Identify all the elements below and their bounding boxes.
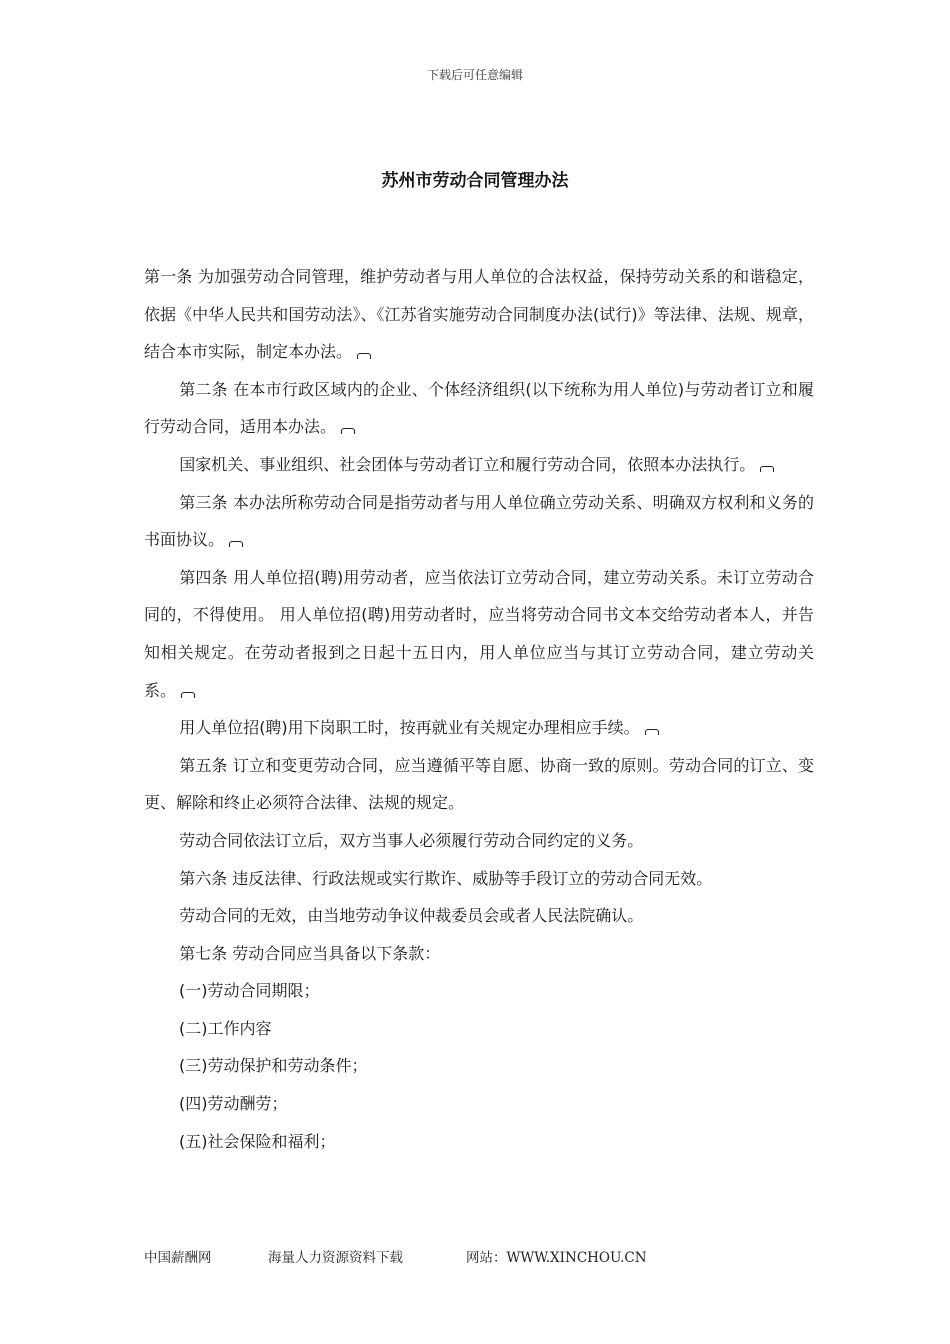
list-item xyxy=(144,1123,814,1161)
paragraph-mark-icon xyxy=(181,692,195,698)
paragraph-text: 第一条 为加强劳动合同管理，维护劳动者与用人单位的合法权益，保持劳动关系的和谐稳定，依据《中华人民共和国劳动法》、《江苏省实施劳动合同制度办法(试行)》等法律、法规、规章，结合本市实际，制定本办法。 xyxy=(144,267,814,362)
page-footer xyxy=(144,1246,647,1266)
paragraph-text: 国家机关、事业组织、社会团体与劳动者订立和履行劳动合同，依照本办法执行。 xyxy=(179,454,756,474)
list-item-text: (四)劳动酬劳； xyxy=(179,1094,288,1114)
paragraph-text: 第四条 用人单位招(聘)用劳动者，应当依法订立劳动合同，建立劳动关系。未订立劳动合同的，不得使用。 用人单位招(聘)用劳动者时，应当将劳动合同书文本交给劳动者本人，并告知相关规定。在劳动者报到之日起十五日内，用人单位应当与其订立劳动合同，建立劳动关系。 xyxy=(144,567,814,700)
document-body xyxy=(144,258,814,1160)
paragraph xyxy=(144,747,814,822)
paragraph-text: 第五条 订立和变更劳动合同，应当遵循平等自愿、协商一致的原则。劳动合同的订立、变更、解除和终止必须符合法律、法规的规定。 xyxy=(144,755,814,813)
paragraph xyxy=(144,484,814,559)
paragraph xyxy=(144,897,814,935)
document-title: 苏州市劳动合同管理办法 xyxy=(381,171,569,191)
paragraph-text: 劳动合同的无效，由当地劳动争议仲裁委员会或者人民法院确认。 xyxy=(179,906,644,926)
paragraph xyxy=(144,822,814,860)
list-item-text: (二)工作内容 xyxy=(179,1018,272,1038)
list-item xyxy=(144,972,814,1010)
paragraph-text: 第六条 违反法律、行政法规或实行欺诈、威胁等手段订立的劳动合同无效。 xyxy=(179,868,713,888)
footer-slogan: 海量人力资源资料下载 xyxy=(268,1250,403,1266)
paragraph-text: 第七条 劳动合同应当具备以下条款： xyxy=(179,943,441,963)
paragraph xyxy=(144,860,814,898)
header-note: 下载后可任意编辑 xyxy=(426,68,523,82)
paragraph xyxy=(144,559,814,709)
list-item xyxy=(144,1047,814,1085)
list-item-text: (五)社会保险和福利； xyxy=(179,1131,336,1151)
paragraph xyxy=(144,258,814,371)
paragraph-mark-icon xyxy=(645,729,659,735)
paragraph xyxy=(144,709,814,747)
paragraph xyxy=(144,446,814,484)
paragraph xyxy=(144,371,814,446)
footer-website: 网站：WWW.XINCHOU.CN xyxy=(466,1250,647,1266)
paragraph xyxy=(144,935,814,973)
list-item-text: (三)劳动保护和劳动条件； xyxy=(179,1056,368,1076)
paragraph-text: 第二条 在本市行政区域内的企业、个体经济组织(以下统称为用人单位)与劳动者订立和履行劳动合同，适用本办法。 xyxy=(144,379,814,437)
list-item xyxy=(144,1085,814,1123)
paragraph-text: 第三条 本办法所称劳动合同是指劳动者与用人单位确立劳动关系、明确双方权利和义务的书面协议。 xyxy=(144,492,814,550)
paragraph-mark-icon xyxy=(229,541,243,547)
paragraph-mark-icon xyxy=(760,466,774,472)
list-item xyxy=(144,1010,814,1048)
footer-site-name: 中国薪酬网 xyxy=(144,1250,212,1266)
paragraph-mark-icon xyxy=(341,428,355,434)
paragraph-mark-icon xyxy=(357,353,371,359)
paragraph-text: 劳动合同依法订立后，双方当事人必须履行劳动合同约定的义务。 xyxy=(179,830,644,850)
paragraph-text: 用人单位招(聘)用下岗职工时，按再就业有关规定办理相应手续。 xyxy=(179,718,640,738)
list-item-text: (一)劳动合同期限； xyxy=(179,981,320,1001)
